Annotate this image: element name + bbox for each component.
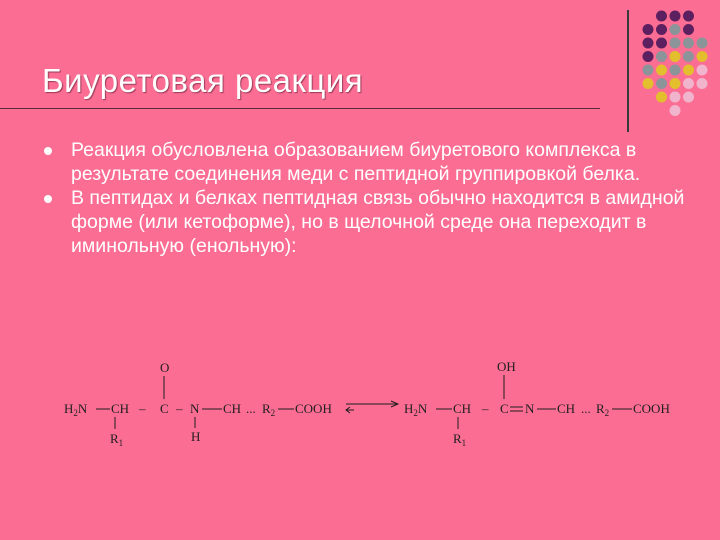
formula-h: H — [191, 429, 201, 444]
decor-dot — [656, 38, 667, 49]
decor-dot — [670, 78, 681, 89]
decor-dot — [643, 24, 654, 35]
decor-dot — [670, 38, 681, 49]
decor-dot — [656, 78, 667, 89]
decor-dot — [683, 11, 694, 22]
formula-ch: CH — [453, 401, 472, 416]
decor-dot — [656, 11, 667, 22]
bullet-item — [44, 138, 694, 186]
formula-dots: ... — [581, 401, 591, 416]
decor-dot — [670, 65, 681, 76]
formula-c: C — [500, 401, 509, 416]
decor-dot — [670, 11, 681, 22]
decor-dot — [683, 78, 694, 89]
formula-dash: – — [482, 401, 489, 416]
bullet-dot-icon — [44, 147, 52, 155]
iminol-structure — [404, 359, 670, 448]
decor-dot — [670, 105, 681, 116]
decor-dot — [656, 51, 667, 62]
decor-dot — [670, 24, 681, 35]
reaction-formula — [0, 340, 720, 470]
formula-r2: $R_2$ — [596, 401, 610, 418]
formula-ch2: CH — [557, 401, 576, 416]
decor-dot — [656, 65, 667, 76]
bullet-text: В пептидах и белках пептидная связь обычно находится в амидной форме (или кетоформе), но в щелочной среде она переходит в иминольную (енольную): — [71, 187, 685, 257]
bullet-dot-icon — [44, 195, 52, 203]
decor-dot — [683, 51, 694, 62]
decor-dot — [683, 65, 694, 76]
decor-dot — [683, 38, 694, 49]
decor-dot — [697, 65, 708, 76]
formula-c: C — [160, 401, 169, 416]
reaction-arrow-icon — [346, 401, 398, 413]
amide-structure — [64, 360, 332, 448]
formula-cooh: COOH — [633, 401, 670, 416]
decor-dot — [697, 51, 708, 62]
decor-dot — [643, 78, 654, 89]
formula-oh: OH — [497, 359, 516, 374]
formula-dash: – — [139, 401, 146, 416]
decor-dot — [670, 92, 681, 103]
slide-title: Биуретовая реакция — [42, 62, 364, 99]
decor-dot — [670, 51, 681, 62]
decor-dot — [697, 78, 708, 89]
decor-dot — [683, 24, 694, 35]
bullet-item — [44, 186, 694, 258]
bullet-list — [44, 138, 694, 258]
decor-dot — [643, 51, 654, 62]
formula-r1: $R_1$ — [110, 431, 124, 448]
formula-n: N — [190, 401, 200, 416]
decor-dot — [643, 38, 654, 49]
formula-ch2: CH — [223, 401, 242, 416]
formula-r1: $R_1$ — [453, 431, 467, 448]
decor-dot — [656, 24, 667, 35]
decor-dot — [656, 92, 667, 103]
formula-dots: ... — [246, 401, 256, 416]
decor-dot — [683, 92, 694, 103]
formula-r2: $R_2$ — [262, 401, 276, 418]
formula-n: N — [525, 401, 535, 416]
formula-h2n: $H_2N$ — [404, 401, 428, 418]
formula-o: O — [160, 360, 170, 375]
formula-h2n: $H_2N$ — [64, 401, 88, 418]
bullet-text: Реакция обусловлена образованием биуретового комплекса в результате соединения меди с пептидной группировкой белка. — [71, 139, 641, 185]
decor-dot — [697, 38, 708, 49]
formula-dash: – — [176, 401, 183, 416]
decor-dot — [643, 65, 654, 76]
formula-ch: CH — [111, 401, 130, 416]
formula-cooh: COOH — [295, 401, 332, 416]
